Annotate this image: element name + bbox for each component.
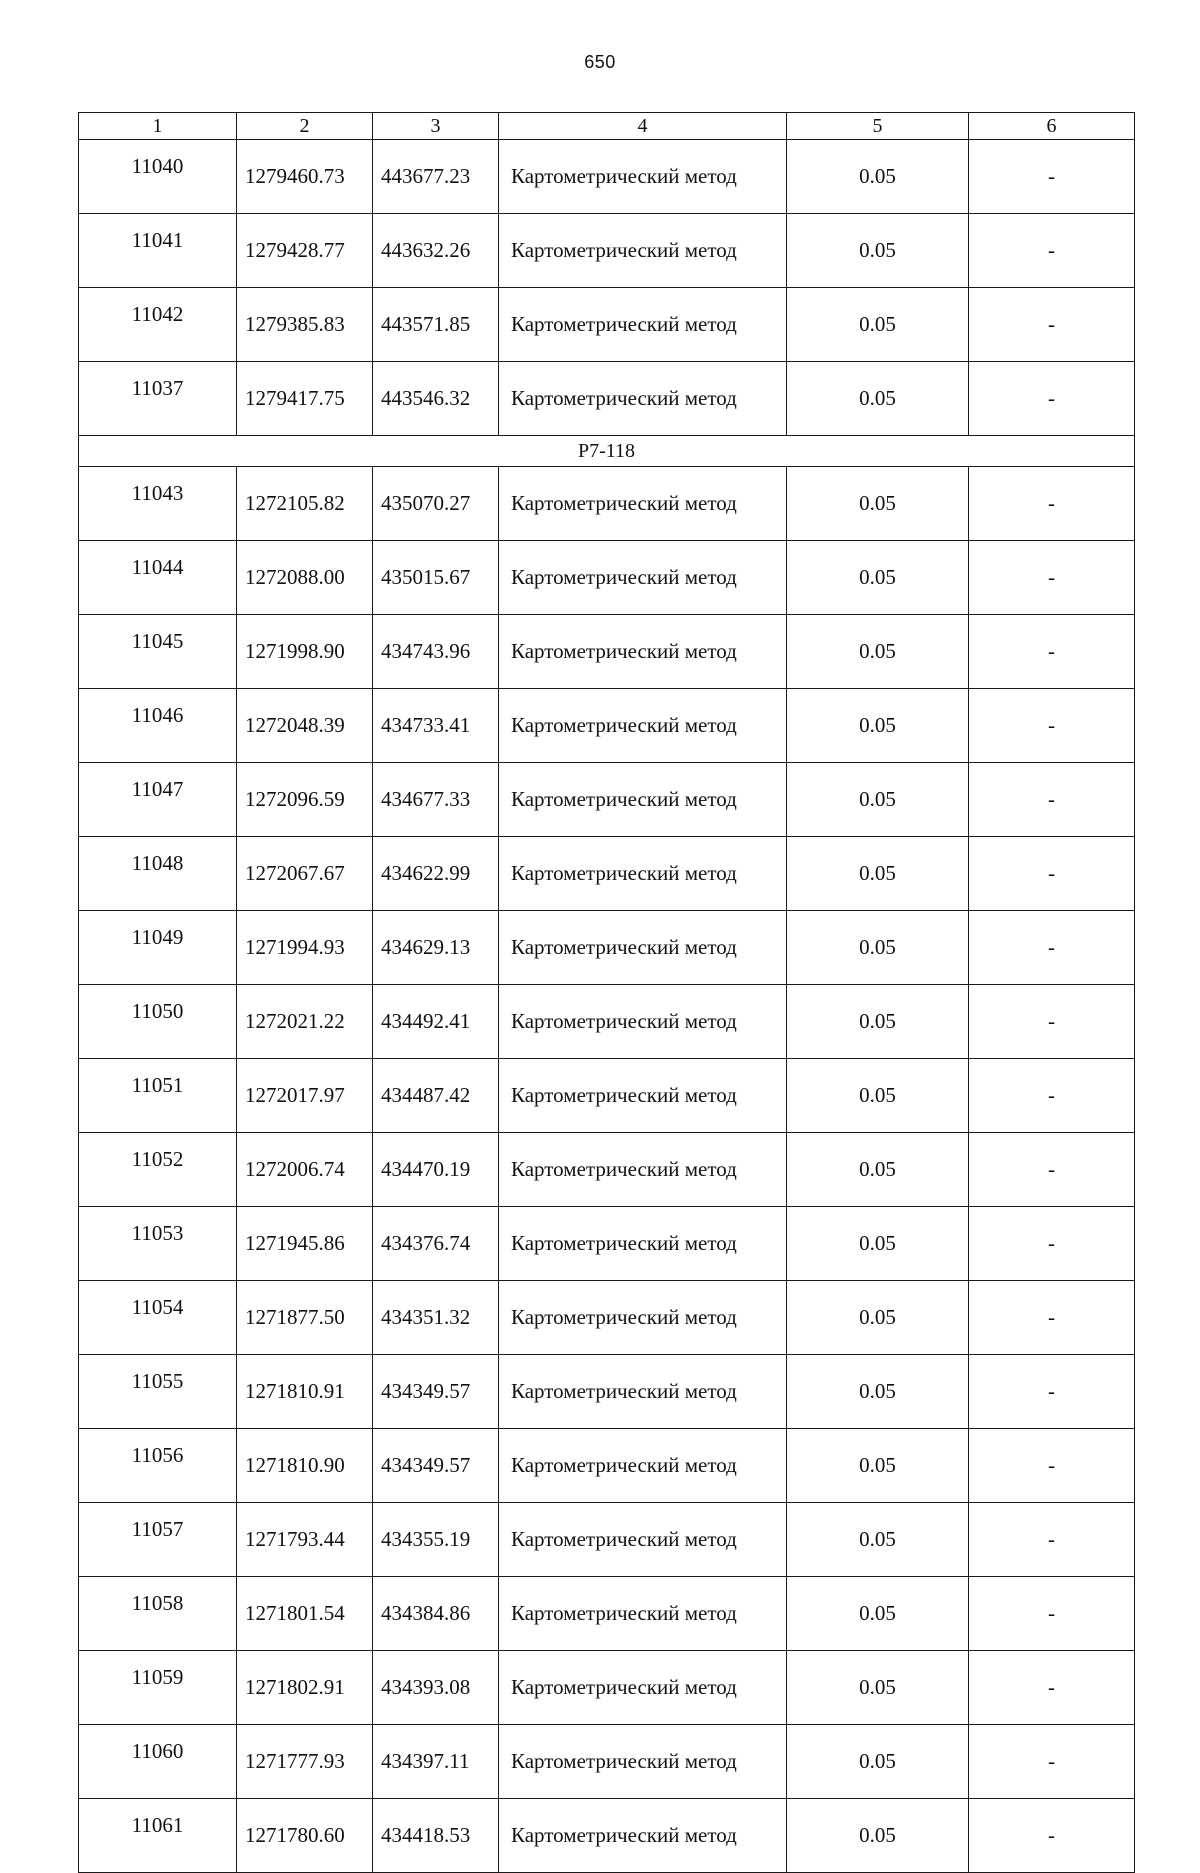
point-number-cell: 11053 (79, 1207, 237, 1281)
point-number-cell: 11043 (79, 467, 237, 541)
note-cell: - (969, 1651, 1135, 1725)
x-coordinate-cell: 1271810.90 (237, 1429, 373, 1503)
y-coordinate-cell: 434487.42 (373, 1059, 499, 1133)
column-header: 4 (499, 113, 787, 140)
table-row (79, 214, 1135, 288)
error-value-cell: 0.05 (787, 288, 969, 362)
error-value-cell: 0.05 (787, 1799, 969, 1873)
error-value-cell: 0.05 (787, 1059, 969, 1133)
x-coordinate-cell: 1271945.86 (237, 1207, 373, 1281)
point-number-cell: 11048 (79, 837, 237, 911)
table-row (79, 1207, 1135, 1281)
point-number-cell: 11041 (79, 214, 237, 288)
note-cell: - (969, 1725, 1135, 1799)
method-cell: Картометрический метод (499, 288, 787, 362)
table-row (79, 911, 1135, 985)
point-number-cell: 11045 (79, 615, 237, 689)
note-cell: - (969, 911, 1135, 985)
section-title-row (79, 436, 1135, 467)
method-cell: Картометрический метод (499, 1059, 787, 1133)
column-number-header-row (79, 113, 1135, 140)
y-coordinate-cell: 434622.99 (373, 837, 499, 911)
point-number-cell: 11054 (79, 1281, 237, 1355)
error-value-cell: 0.05 (787, 1503, 969, 1577)
error-value-cell: 0.05 (787, 911, 969, 985)
method-cell: Картометрический метод (499, 763, 787, 837)
note-cell: - (969, 615, 1135, 689)
error-value-cell: 0.05 (787, 985, 969, 1059)
x-coordinate-cell: 1272105.82 (237, 467, 373, 541)
point-number-cell: 11044 (79, 541, 237, 615)
point-number-cell: 11046 (79, 689, 237, 763)
note-cell: - (969, 288, 1135, 362)
y-coordinate-cell: 434349.57 (373, 1429, 499, 1503)
x-coordinate-cell: 1279460.73 (237, 140, 373, 214)
y-coordinate-cell: 443632.26 (373, 214, 499, 288)
note-cell: - (969, 467, 1135, 541)
table-row (79, 1503, 1135, 1577)
table-row (79, 1577, 1135, 1651)
method-cell: Картометрический метод (499, 1503, 787, 1577)
method-cell: Картометрический метод (499, 689, 787, 763)
point-number-cell: 11057 (79, 1503, 237, 1577)
y-coordinate-cell: 435015.67 (373, 541, 499, 615)
point-number-cell: 11056 (79, 1429, 237, 1503)
x-coordinate-cell: 1272088.00 (237, 541, 373, 615)
coordinates-table (78, 112, 1135, 1873)
column-header: 1 (79, 113, 237, 140)
error-value-cell: 0.05 (787, 1281, 969, 1355)
note-cell: - (969, 1059, 1135, 1133)
method-cell: Картометрический метод (499, 1577, 787, 1651)
point-number-cell: 11055 (79, 1355, 237, 1429)
section-title: Р7-118 (79, 436, 1135, 467)
error-value-cell: 0.05 (787, 1133, 969, 1207)
error-value-cell: 0.05 (787, 467, 969, 541)
table-row (79, 1281, 1135, 1355)
method-cell: Картометрический метод (499, 1281, 787, 1355)
y-coordinate-cell: 434393.08 (373, 1651, 499, 1725)
table-row (79, 689, 1135, 763)
table-row (79, 541, 1135, 615)
x-coordinate-cell: 1271802.91 (237, 1651, 373, 1725)
point-number-cell: 11049 (79, 911, 237, 985)
y-coordinate-cell: 443546.32 (373, 362, 499, 436)
point-number-cell: 11047 (79, 763, 237, 837)
table-row (79, 467, 1135, 541)
x-coordinate-cell: 1271777.93 (237, 1725, 373, 1799)
method-cell: Картометрический метод (499, 837, 787, 911)
note-cell: - (969, 985, 1135, 1059)
y-coordinate-cell: 434629.13 (373, 911, 499, 985)
error-value-cell: 0.05 (787, 763, 969, 837)
method-cell: Картометрический метод (499, 1355, 787, 1429)
x-coordinate-cell: 1279428.77 (237, 214, 373, 288)
error-value-cell: 0.05 (787, 214, 969, 288)
table-row (79, 1059, 1135, 1133)
y-coordinate-cell: 434351.32 (373, 1281, 499, 1355)
y-coordinate-cell: 443677.23 (373, 140, 499, 214)
table-row (79, 288, 1135, 362)
method-cell: Картометрический метод (499, 911, 787, 985)
point-number-cell: 11042 (79, 288, 237, 362)
method-cell: Картометрический метод (499, 1651, 787, 1725)
y-coordinate-cell: 434397.11 (373, 1725, 499, 1799)
y-coordinate-cell: 434384.86 (373, 1577, 499, 1651)
column-header: 5 (787, 113, 969, 140)
method-cell: Картометрический метод (499, 1725, 787, 1799)
table-row (79, 140, 1135, 214)
note-cell: - (969, 689, 1135, 763)
point-number-cell: 11060 (79, 1725, 237, 1799)
error-value-cell: 0.05 (787, 362, 969, 436)
column-header: 3 (373, 113, 499, 140)
note-cell: - (969, 362, 1135, 436)
note-cell: - (969, 763, 1135, 837)
note-cell: - (969, 1207, 1135, 1281)
error-value-cell: 0.05 (787, 1355, 969, 1429)
method-cell: Картометрический метод (499, 140, 787, 214)
y-coordinate-cell: 434677.33 (373, 763, 499, 837)
table-row (79, 615, 1135, 689)
y-coordinate-cell: 434733.41 (373, 689, 499, 763)
method-cell: Картометрический метод (499, 1207, 787, 1281)
table-body (79, 113, 1135, 1873)
x-coordinate-cell: 1271801.54 (237, 1577, 373, 1651)
method-cell: Картометрический метод (499, 467, 787, 541)
error-value-cell: 0.05 (787, 837, 969, 911)
note-cell: - (969, 1577, 1135, 1651)
note-cell: - (969, 1355, 1135, 1429)
method-cell: Картометрический метод (499, 615, 787, 689)
point-number-cell: 11040 (79, 140, 237, 214)
note-cell: - (969, 140, 1135, 214)
method-cell: Картометрический метод (499, 214, 787, 288)
table-row (79, 1133, 1135, 1207)
table-row (79, 1725, 1135, 1799)
error-value-cell: 0.05 (787, 1651, 969, 1725)
x-coordinate-cell: 1272006.74 (237, 1133, 373, 1207)
note-cell: - (969, 1799, 1135, 1873)
y-coordinate-cell: 434376.74 (373, 1207, 499, 1281)
x-coordinate-cell: 1272096.59 (237, 763, 373, 837)
y-coordinate-cell: 434492.41 (373, 985, 499, 1059)
error-value-cell: 0.05 (787, 1207, 969, 1281)
note-cell: - (969, 214, 1135, 288)
x-coordinate-cell: 1272048.39 (237, 689, 373, 763)
point-number-cell: 11037 (79, 362, 237, 436)
method-cell: Картометрический метод (499, 1133, 787, 1207)
y-coordinate-cell: 434743.96 (373, 615, 499, 689)
error-value-cell: 0.05 (787, 1577, 969, 1651)
y-coordinate-cell: 434349.57 (373, 1355, 499, 1429)
x-coordinate-cell: 1272067.67 (237, 837, 373, 911)
y-coordinate-cell: 434470.19 (373, 1133, 499, 1207)
page-number: 650 (584, 52, 616, 72)
table-row (79, 1799, 1135, 1873)
y-coordinate-cell: 435070.27 (373, 467, 499, 541)
x-coordinate-cell: 1279417.75 (237, 362, 373, 436)
x-coordinate-cell: 1271994.93 (237, 911, 373, 985)
y-coordinate-cell: 434355.19 (373, 1503, 499, 1577)
method-cell: Картометрический метод (499, 1429, 787, 1503)
note-cell: - (969, 837, 1135, 911)
error-value-cell: 0.05 (787, 615, 969, 689)
table-row (79, 1429, 1135, 1503)
error-value-cell: 0.05 (787, 689, 969, 763)
x-coordinate-cell: 1271810.91 (237, 1355, 373, 1429)
method-cell: Картометрический метод (499, 541, 787, 615)
point-number-cell: 11050 (79, 985, 237, 1059)
note-cell: - (969, 541, 1135, 615)
column-header: 2 (237, 113, 373, 140)
point-number-cell: 11052 (79, 1133, 237, 1207)
column-header: 6 (969, 113, 1135, 140)
x-coordinate-cell: 1279385.83 (237, 288, 373, 362)
method-cell: Картометрический метод (499, 362, 787, 436)
point-number-cell: 11051 (79, 1059, 237, 1133)
note-cell: - (969, 1133, 1135, 1207)
method-cell: Картометрический метод (499, 985, 787, 1059)
y-coordinate-cell: 434418.53 (373, 1799, 499, 1873)
x-coordinate-cell: 1272021.22 (237, 985, 373, 1059)
point-number-cell: 11058 (79, 1577, 237, 1651)
note-cell: - (969, 1281, 1135, 1355)
x-coordinate-cell: 1271793.44 (237, 1503, 373, 1577)
x-coordinate-cell: 1272017.97 (237, 1059, 373, 1133)
error-value-cell: 0.05 (787, 1429, 969, 1503)
y-coordinate-cell: 443571.85 (373, 288, 499, 362)
error-value-cell: 0.05 (787, 541, 969, 615)
table-row (79, 1651, 1135, 1725)
point-number-cell: 11061 (79, 1799, 237, 1873)
note-cell: - (969, 1503, 1135, 1577)
x-coordinate-cell: 1271780.60 (237, 1799, 373, 1873)
point-number-cell: 11059 (79, 1651, 237, 1725)
table-row (79, 985, 1135, 1059)
table-row (79, 1355, 1135, 1429)
error-value-cell: 0.05 (787, 140, 969, 214)
x-coordinate-cell: 1271998.90 (237, 615, 373, 689)
note-cell: - (969, 1429, 1135, 1503)
table-row (79, 837, 1135, 911)
table-row (79, 362, 1135, 436)
x-coordinate-cell: 1271877.50 (237, 1281, 373, 1355)
error-value-cell: 0.05 (787, 1725, 969, 1799)
table-row (79, 763, 1135, 837)
method-cell: Картометрический метод (499, 1799, 787, 1873)
